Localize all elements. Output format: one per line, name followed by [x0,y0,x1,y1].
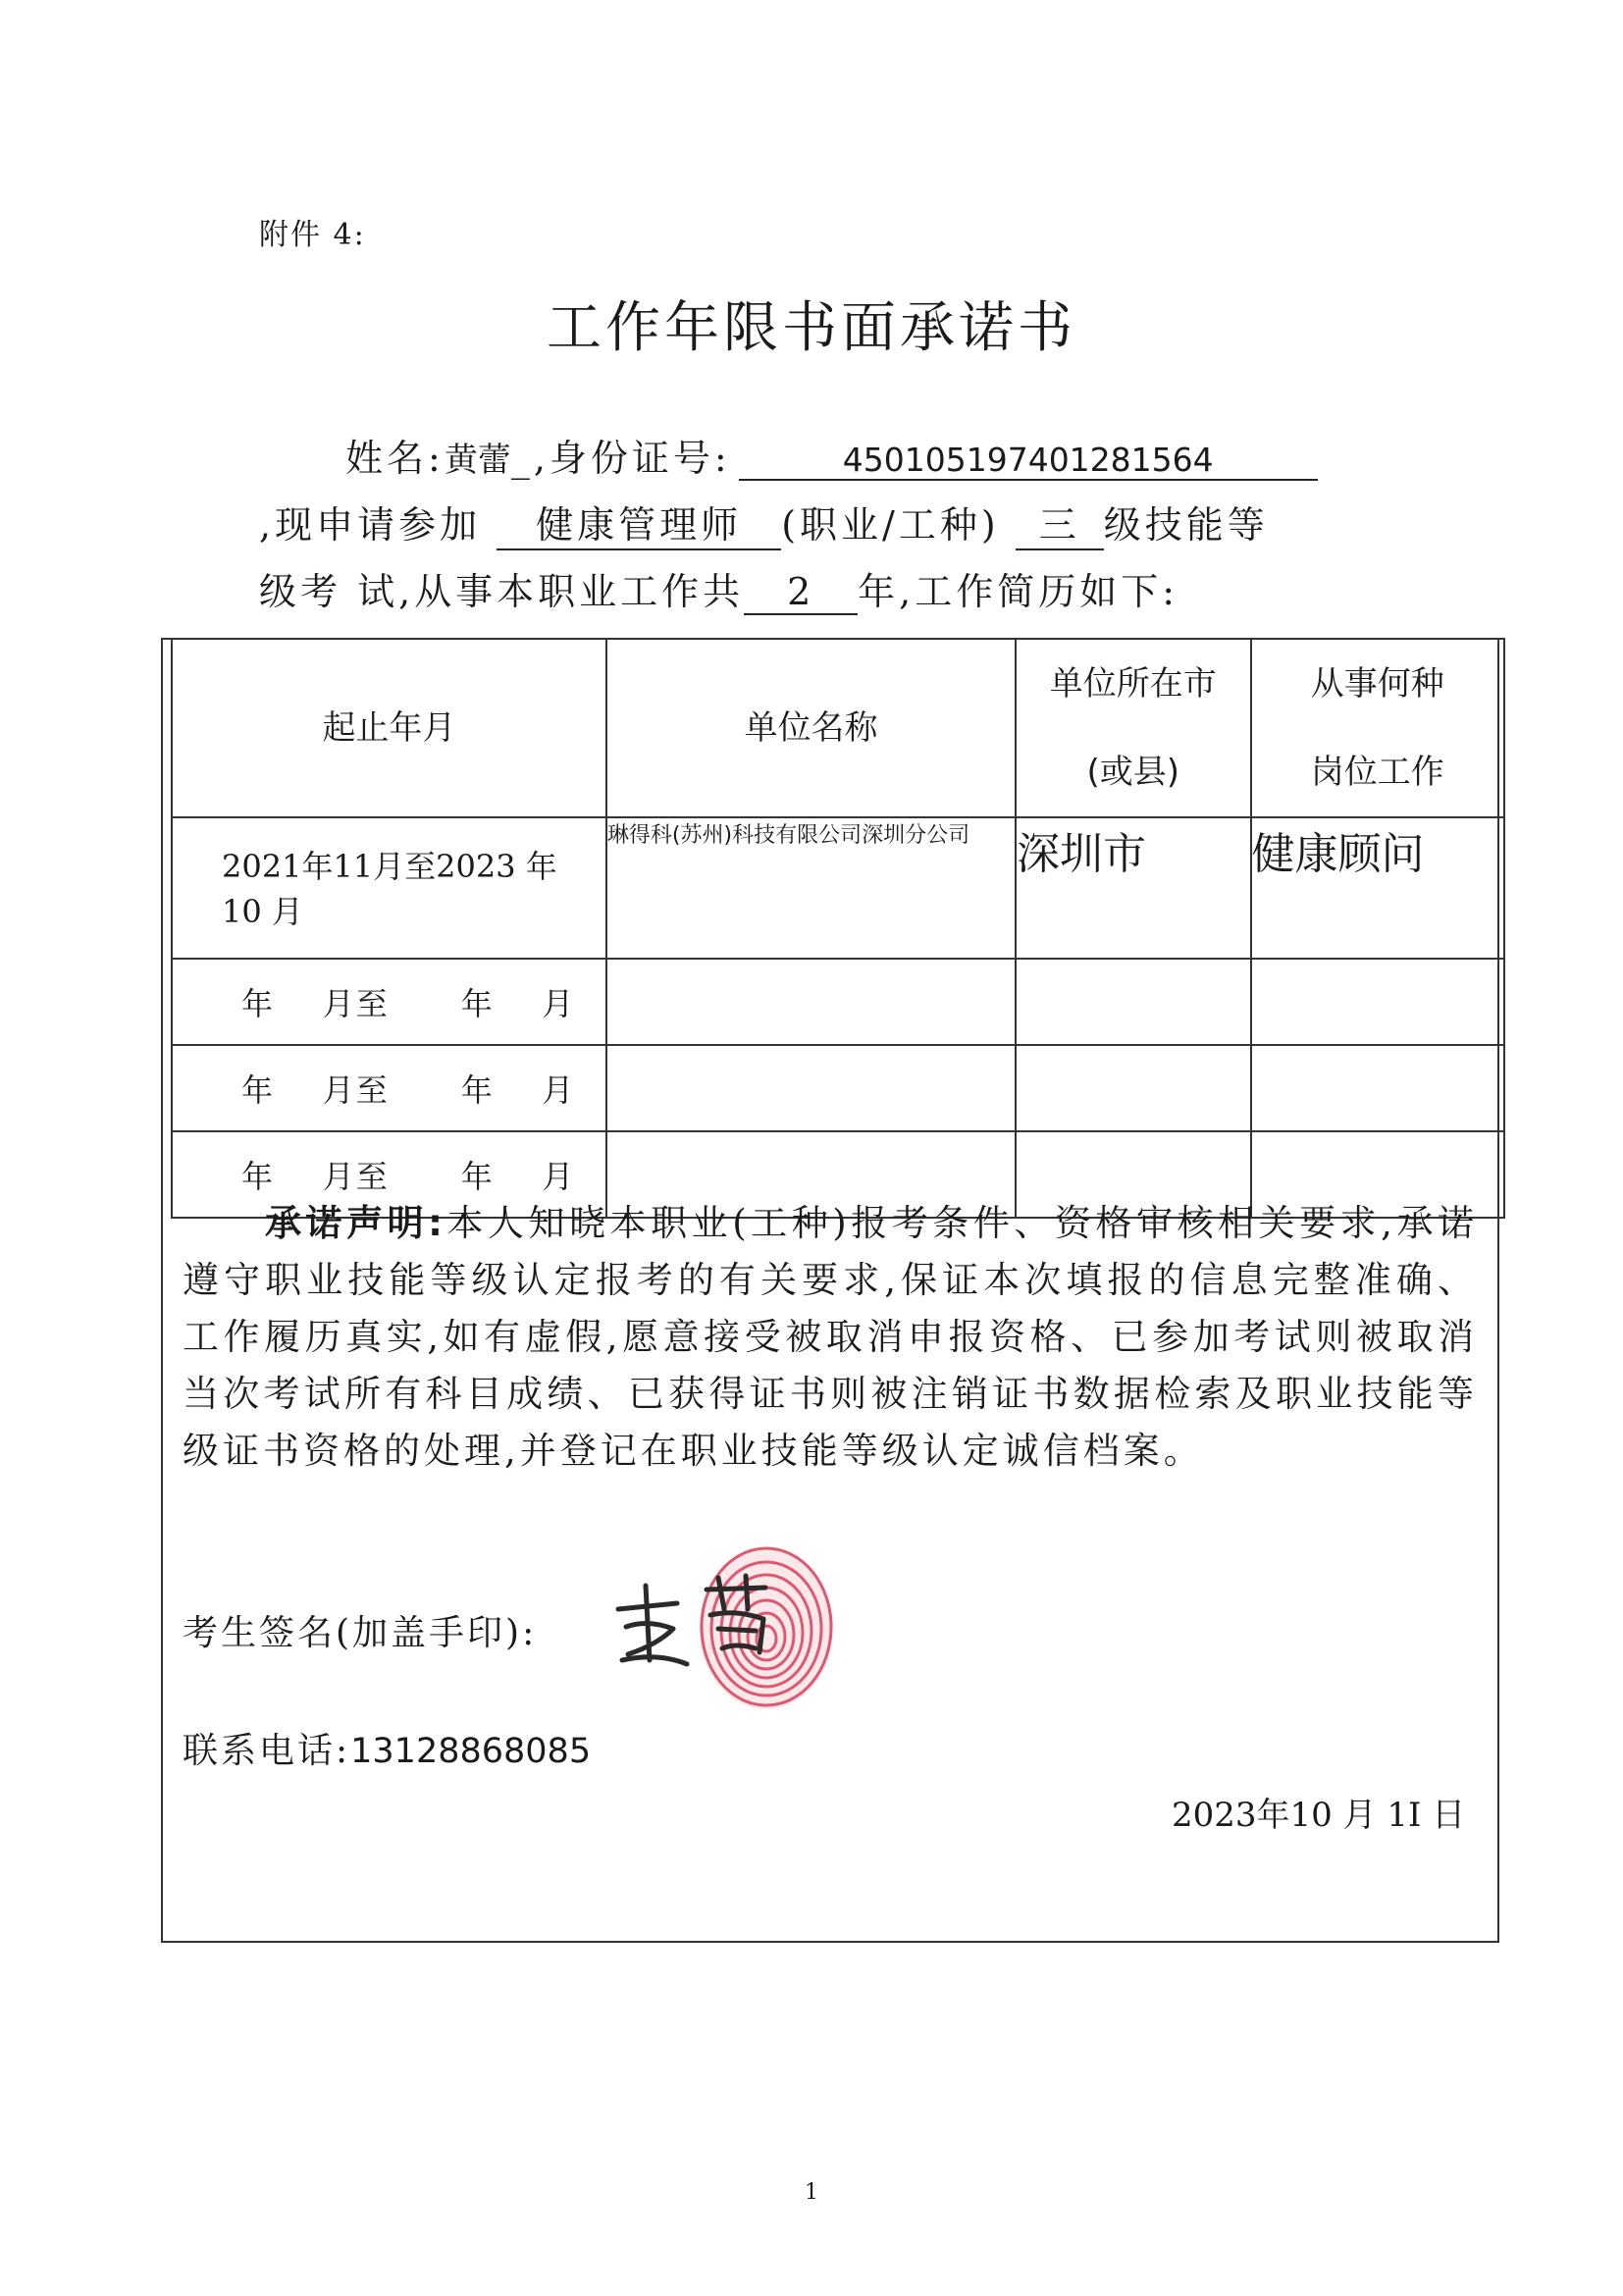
pledge-statement [183,1195,1478,1480]
row3-company [606,1045,1016,1131]
row2-period: 年 月至 年 月 [172,959,606,1045]
pledge-text: 本人知晓本职业(工种)报考条件、资格审核相关要求,承诺遵守职业技能等级认定报考的有关要求,保证本次填报的信息完整准确、工作履历真实,如有虚假,愿意接受被取消申报资格、已参加考试则被取消当次考试所有科目成绩、已获得证书则被注销证书数据检索及职业技能等级证书资格的处理,并登记在职业技能等级认定诚信档案。 [183,1202,1478,1472]
header-company: 单位名称 [606,639,1016,817]
skill-level-value: 三 [1038,503,1080,547]
name-label: 姓名: [345,437,445,480]
level-label: 级技能等 [1103,503,1269,547]
document-title: 工作年限书面承诺书 [547,296,1076,360]
header-city-line1: 单位所在市 [1049,664,1217,704]
row1-company [606,817,1016,959]
header-position [1251,639,1504,817]
row3-city [1016,1045,1251,1131]
contact-phone: 13128868085 [350,1732,592,1771]
table-header-row [172,639,1504,817]
row1-period [172,817,606,959]
apply-prefix: ,现申请参加 [259,503,482,547]
id-label: ,身份证号: [533,437,731,480]
applicant-line-3 [259,561,1178,615]
years-field [744,570,858,615]
exam-prefix: 级考 试,从事本职业工作共 [259,570,745,613]
row4-period: 年 月至 年 月 [172,1131,606,1218]
header-position-line2: 岗位工作 [1310,753,1444,792]
occupation-label: (职业/工种) [781,503,1000,547]
header-city [1016,639,1251,817]
contact-line [183,1723,591,1773]
row1-position-value: 健康顾问 [1251,829,1425,879]
signature-line [183,1605,537,1655]
pledge-label: 承诺声明: [265,1202,446,1244]
table-row [172,959,1504,1045]
attachment-label: 附件 4: [259,218,366,252]
page-number: 1 [805,2180,818,2205]
name-suffix: _ [510,437,534,480]
table-row [172,817,1504,959]
occupation-field [497,495,781,550]
occupation-value: 健康管理师 [536,503,743,547]
id-number-field [739,441,1318,481]
row3-position [1251,1045,1504,1131]
handwritten-signature [608,1570,785,1678]
row2-city [1016,959,1251,1045]
row3-period: 年 月至 年 月 [172,1045,606,1131]
row2-position [1251,959,1504,1045]
row1-position [1251,817,1504,959]
signature-label: 考生签名(加盖手印): [183,1613,538,1653]
years-value: 2 [787,570,815,613]
applicant-line-1 [345,428,1318,482]
skill-level-field [1016,495,1104,550]
signing-date: 2023年10 月 1I 日 [1172,1796,1466,1835]
row1-city-value: 深圳市 [1016,829,1146,879]
table-row [172,1045,1504,1131]
header-position-line1: 从事何种 [1310,664,1444,704]
row1-company-value: 琳得科(苏州)科技有限公司深圳分公司 [606,823,970,848]
work-history-table [171,638,1505,1219]
row1-period-line2: 10 月 [222,893,303,930]
row1-city [1016,817,1251,959]
header-city-line2: (或县) [1086,753,1180,792]
row1-period-line1: 2021年11月至2023 年 [222,848,557,885]
id-number-value: 450105197401281564 [842,441,1214,479]
header-period: 起止年月 [172,639,606,817]
years-suffix: 年,工作简历如下: [858,570,1179,613]
applicant-line-2 [259,495,1269,550]
name-value: 黄蕾 [444,441,511,480]
contact-label: 联系电话: [183,1731,351,1771]
row2-company [606,959,1016,1045]
